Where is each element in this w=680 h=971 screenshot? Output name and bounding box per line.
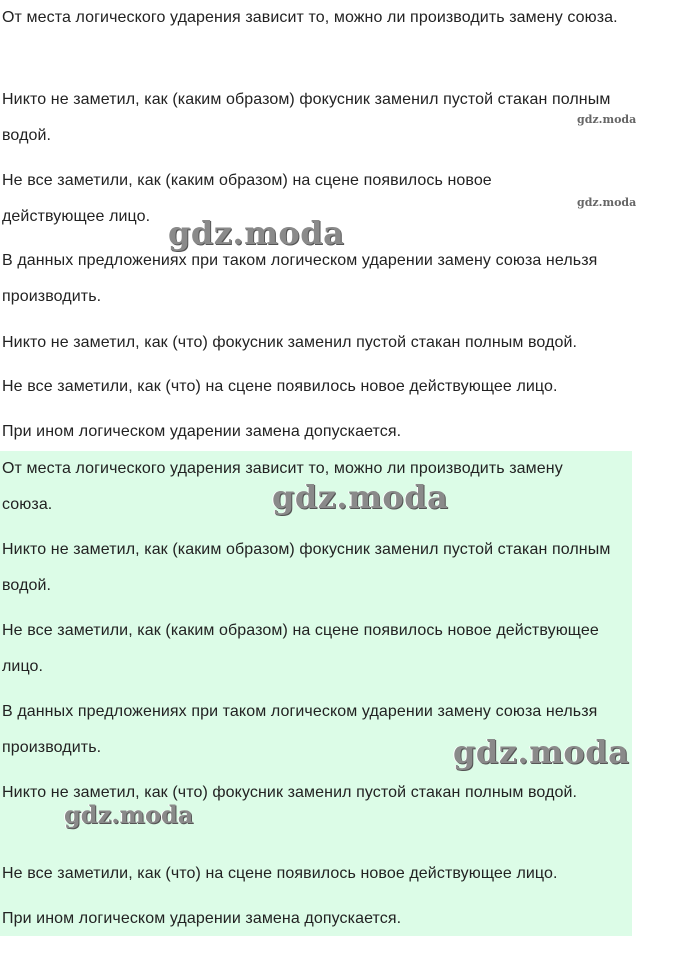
paragraph: При ином логическом ударении замена допускается. xyxy=(2,910,402,927)
paragraph: Никто не заметил, как (что) фокусник заменил пустой стакан полным водой. xyxy=(2,784,578,801)
paragraph: Не все заметили, как (каким образом) на сцене появилось новое действующее лицо. xyxy=(2,622,599,675)
watermark: gdz.moda xyxy=(577,196,637,209)
paragraph: От места логического ударения зависит то, можно ли производить замену союза. xyxy=(2,9,618,26)
watermark: gdz.moda xyxy=(453,733,630,771)
paragraph: Не все заметили, как (что) на сцене появилось новое действующее лицо. xyxy=(2,378,558,395)
paragraph: От места логического ударения зависит то, можно ли производить замену союза. xyxy=(2,460,563,513)
paragraph: В данных предложениях при таком логическом ударении замену союза нельзя производить. xyxy=(2,703,598,756)
watermark: gdz.moda xyxy=(168,214,345,252)
watermark: gdz.moda xyxy=(272,478,449,516)
paragraph: Не все заметили, как (что) на сцене появилось новое действующее лицо. xyxy=(2,865,558,882)
paragraph: Никто не заметил, как (каким образом) фокусник заменил пустой стакан полным водой. xyxy=(2,541,611,594)
watermark: gdz.moda xyxy=(64,800,194,829)
paragraph: Никто не заметил, как (каким образом) фокусник заменил пустой стакан полным водой. xyxy=(2,91,611,144)
paragraph: При ином логическом ударении замена допускается. xyxy=(2,423,402,440)
paragraph: В данных предложениях при таком логическом ударении замену союза нельзя производить. xyxy=(2,252,598,305)
answer-block-2 xyxy=(0,451,632,936)
paragraph: Не все заметили, как (каким образом) на сцене появилось новое действующее лицо. xyxy=(2,172,492,225)
watermark: gdz.moda xyxy=(577,113,637,126)
paragraph: Никто не заметил, как (что) фокусник заменил пустой стакан полным водой. xyxy=(2,334,578,351)
